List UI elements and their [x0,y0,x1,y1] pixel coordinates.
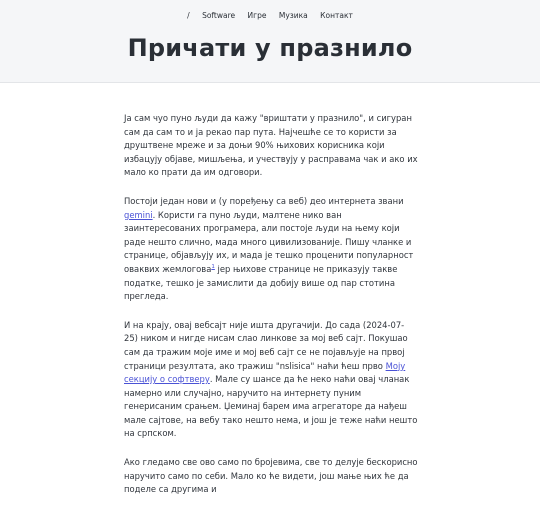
software-section-link[interactable]: Моју секцију о софтверу [124,360,406,385]
nav-software-link[interactable]: Software [202,11,236,20]
nav-music-link[interactable]: Музика [278,11,308,20]
paragraph-2-text-b: . Користи га пуно људи, малтене нико ван заинтересованих програмера, али постоје људи на њему који раде нешто слично, мада много цивилизованије. Пишу чланке и странице, објављују их, и мада је тешко проценити популарност оваквих жемлогова [124,209,414,274]
footnote-1-link[interactable]: 1 [211,264,215,271]
article-content [124,112,418,512]
paragraph-1: Ја сам чуо пуно људи да кажу "вриштати у празнило", и сигуран сам да сам то и ја рекао пар пута. Најчешће се то користи за друштвене мреже и за доњи 90% њихових корисника који избацују објаве, мишљења, и учествују у расправама чак и ако их мало ко прати да им одговори. [124,113,418,178]
site-header [0,0,540,83]
paragraph-3-text-b: . Мале су шансе да ће неко наћи овај чланак намерно или случајно, наручито на интернету пуним генерисаним срањем. Џеминај барем има агрегаторе да нађеш мале сајтове, на вебу тако нешто нема, и још је теже наћи нешто на српском. [124,374,418,439]
nav-contact-link[interactable]: Контакт [320,11,353,20]
top-nav [0,11,540,20]
gemini-link[interactable]: gemini [124,209,153,220]
paragraph-2-text-c: јер њихове странице не приказују такве податке, тешко је замислити да добију више од пар стотина прегледа. [124,263,398,302]
paragraph-3 [124,319,418,441]
page-title: Причати у празнило [127,34,413,62]
paragraph-2 [124,195,418,304]
nav-games-link[interactable]: Игре [247,11,267,20]
paragraph-3-text-a: И на крају, овај вебсајт није ишта другачији. До сада (2024-07-25) ником и нигде нисам слао линкове за мој веб сајт. Покушао сам да тражим моје име и мој веб сајт се не појављује на првој страници резултата, ако тражиш "nslisica" наћи ћеш прво [124,319,408,371]
paragraph-2-text-a: Постоји један нови и (у поређењу са веб) део интернета звани [124,195,404,206]
nav-home-link[interactable]: / [187,11,190,20]
paragraph-4: Ако гледамо све ово само по бројевима, све то делује бескорисно наручито само по себи. Мало ко ће видети, још мање њих ће да поделе са другима и [124,457,418,495]
